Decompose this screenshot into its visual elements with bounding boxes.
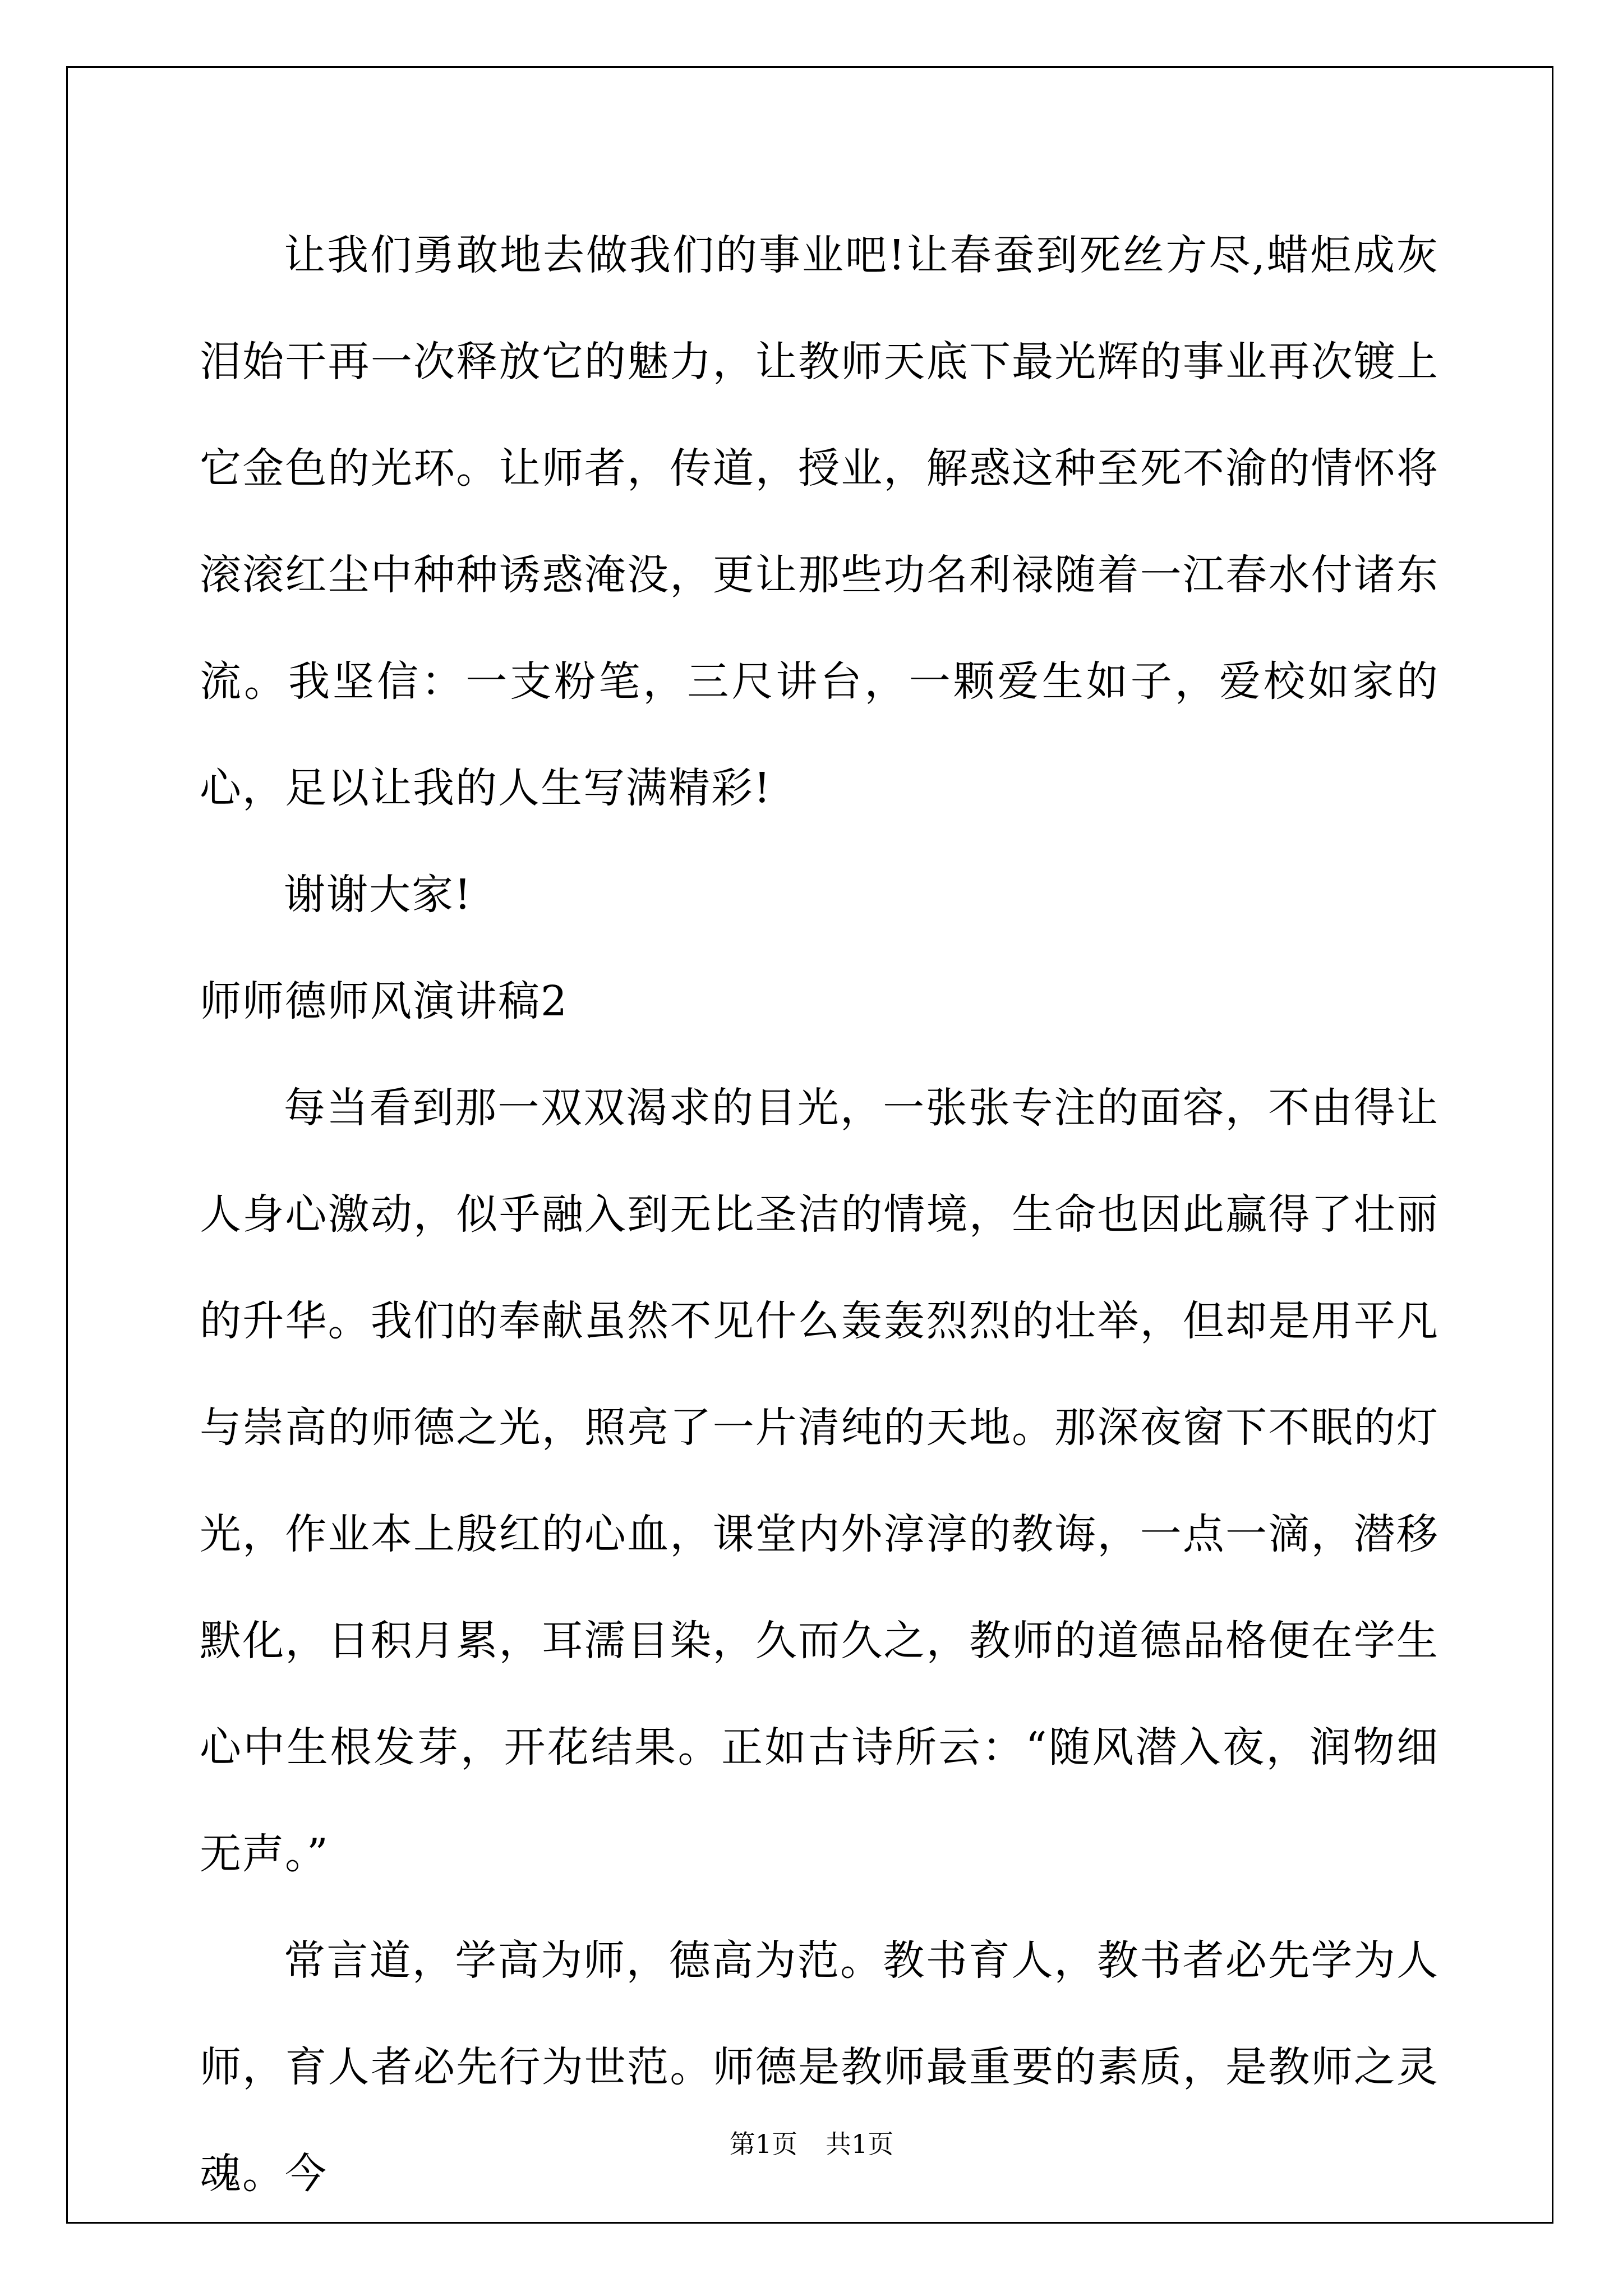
paragraph-body: 每当看到那一双双渴求的目光，一张张专注的面容，不由得让人身心激动，似乎融入到无比圣洁的情境，生命也因此赢得了壮丽的升华。我们的奉献虽然不见什么轰轰烈烈的壮举，但却是用平凡与崇高的师德之光，照亮了一片清纯的天地。那深夜窗下不眠的灯光，作业本上殷红的心血，课堂内外淳淳的教诲，一点一滴，潜移默化，日积月累，耳濡目染，久而久之，教师的道德品格便在学生心中生根发芽，开花结果。正如古诗所云：“随风潜入夜，润物细无声。” bbox=[200, 1084, 1439, 1878]
page-total: 共1页 bbox=[826, 2129, 894, 2159]
paragraph-closing: 让我们勇敢地去做我们的事业吧!让春蚕到死丝方尽,蜡炬成灰泪始干再一次释放它的魅力，让教师天底下最光辉的事业再次镀上它金色的光环。让师者，传道，授业，解惑这种至死不渝的情怀将滚滚红尘中种种诱惑淹没，更让那些功名利禄随着一江春水付诸东流。我坚信：一支粉笔，三尺讲台，一颗爱生如子，爱校如家的心，足以让我的人生写满精彩! bbox=[200, 231, 1439, 812]
section-heading: 师师德师风演讲稿2 bbox=[200, 977, 569, 1025]
page-footer bbox=[0, 2127, 1623, 2161]
paragraph-body: 常言道，学高为师，德高为范。教书育人，教书者必先学为人师，育人者必先行为世范。师德是教师最重要的素质，是教师之灵魂。今 bbox=[200, 1936, 1439, 2198]
paragraph-thanks: 谢谢大家! bbox=[284, 871, 472, 919]
page-number: 第1页 bbox=[729, 2129, 797, 2159]
document-body bbox=[200, 202, 1439, 2227]
